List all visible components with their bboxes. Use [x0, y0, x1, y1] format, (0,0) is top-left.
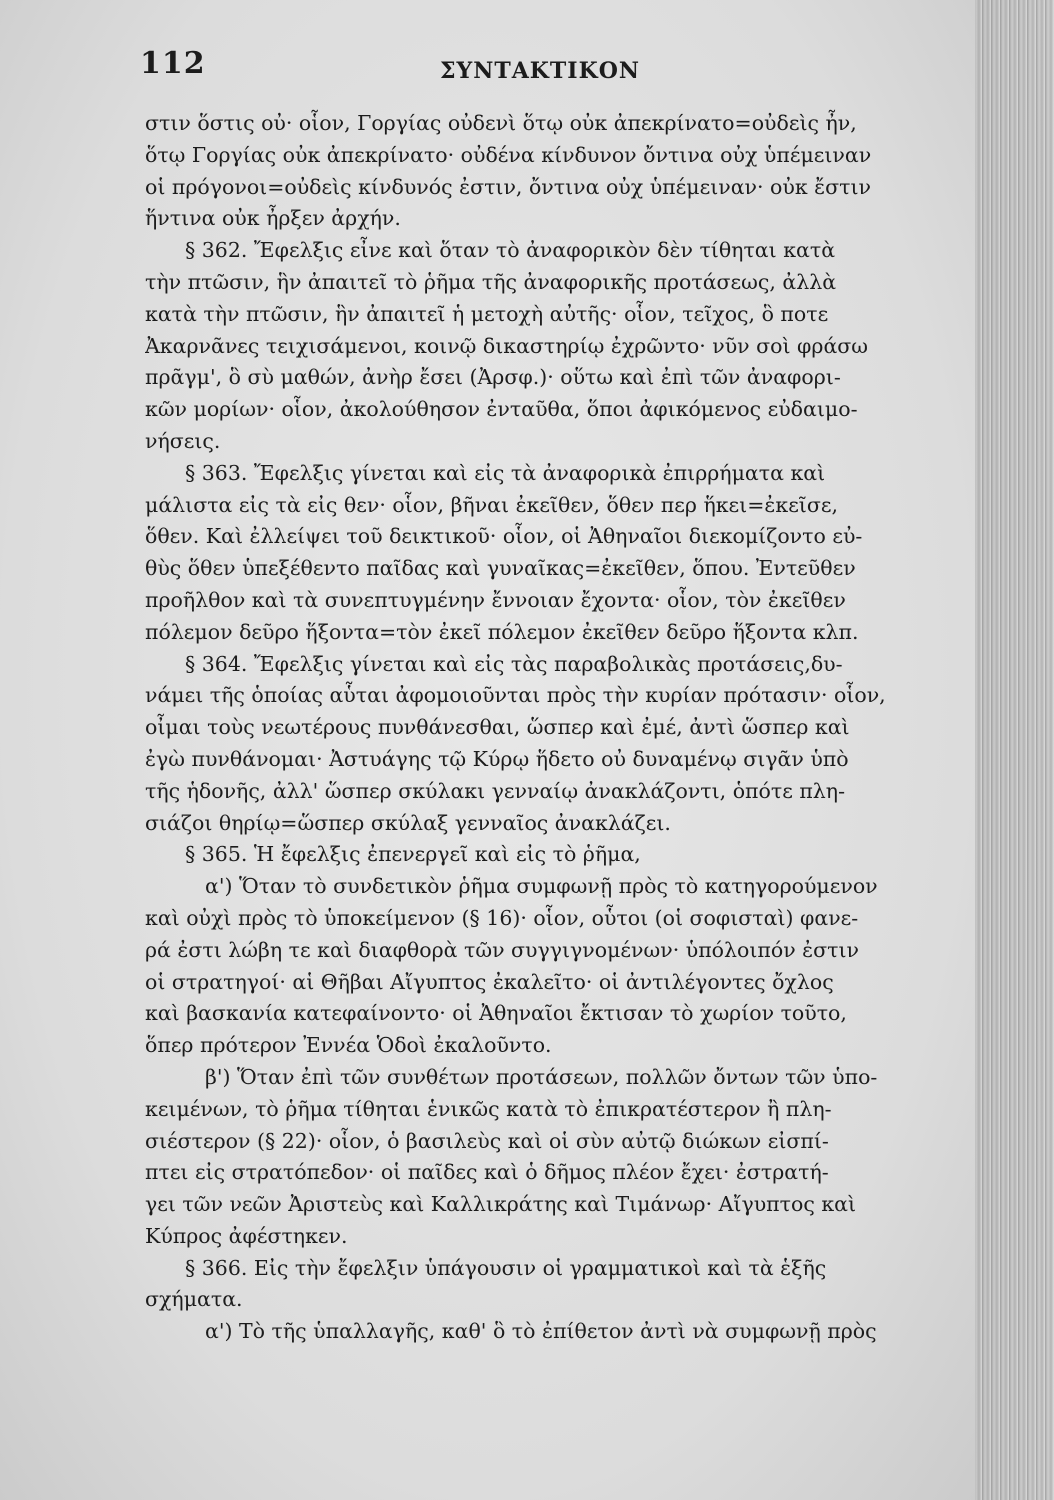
text-line: ἥντινα οὐκ ἦρξεν ἀρχήν. [145, 206, 401, 231]
text-line: τῆς ἡδονῆς, ἀλλ' ὥσπερ σκύλακι γενναίῳ ἀνακλάζοντι, ὁπότε πλη- [145, 778, 846, 803]
subsection-a: α') Ὅταν τὸ συνδετικὸν ῥῆμα συμφωνῇ πρὸς τὸ κατηγορούμενον [205, 874, 878, 899]
section-heading-364: § 364. Ἔφελξις γίνεται καὶ εἰς τὰς παραβολικὰς προτάσεις,δυ- [185, 651, 843, 676]
text-line: σχήματα. [145, 1287, 243, 1312]
text-line: καὶ βασκανία κατεφαίνοντο· οἱ Ἀθηναῖοι ἔκτισαν τὸ χωρίον τοῦτο, [145, 1001, 847, 1026]
page-number: 112 [140, 46, 206, 81]
section-heading-366: § 366. Εἰς τὴν ἔφελξιν ὑπάγουσιν οἱ γραμματικοὶ καὶ τὰ ἑξῆς [185, 1255, 827, 1280]
text-line: κῶν μορίων· οἷον, ἀκολούθησον ἐνταῦθα, ὅποι ἀφικόμενος εὐδαιμο- [145, 397, 858, 422]
section-heading-363: § 363. Ἔφελξις γίνεται καὶ εἰς τὰ ἀναφορικὰ ἐπιρρήματα καὶ [185, 460, 826, 485]
running-title: ΣΥΝΤΑΚΤΙΚΟΝ [440, 58, 640, 84]
subsection-a-366: α') Τὸ τῆς ὑπαλλαγῆς, καθ' ὃ τὸ ἐπίθετον ἀντὶ νὰ συμφωνῇ πρὸς [205, 1319, 877, 1344]
subsection-b: β') Ὅταν ἐπὶ τῶν συνθέτων προτάσεων, πολλῶν ὄντων τῶν ὑπο- [205, 1064, 878, 1089]
text-line: σιέστερον (§ 22)· οἷον, ὁ βασιλεὺς καὶ οἱ σὺν αὐτῷ διώκων εἰσπί- [145, 1128, 829, 1153]
text-line: θὺς ὅθεν ὑπεξέθεντο παῖδας καὶ γυναῖκας=ἐκεῖθεν, ὅπου. Ἐντεῦθεν [145, 556, 856, 581]
text-line: οἱ πρόγονοι=οὐδεὶς κίνδυνός ἐστιν, ὄντινα οὐχ ὑπέμειναν· οὐκ ἔστιν [145, 174, 872, 199]
body-text [145, 108, 940, 1348]
text-line: στιν ὅστις οὐ· οἷον, Γοργίας οὐδενὶ ὅτῳ οὐκ ἀπεκρίνατο=οὐδεὶς ἦν, [145, 111, 857, 135]
text-line: σιάζοι θηρίῳ=ὥσπερ σκύλαξ γενναῖος ἀνακλάζει. [145, 810, 671, 835]
text-line: πτει εἰς στρατόπεδον· οἱ παῖδες καὶ ὁ δῆμος πλέον ἔχει· ἐστρατή- [145, 1160, 829, 1185]
text-line: οἱ στρατηγοί· αἱ Θῆβαι Αἴγυπτος ἐκαλεῖτο· οἱ ἀντιλέγοντες ὄχλος [145, 969, 834, 994]
text-line: Ἀκαρνᾶνες τειχισάμενοι, κοινῷ δικαστηρίῳ ἐχρῶντο· νῦν σοὶ φράσω [145, 333, 868, 358]
text-line: κειμένων, τὸ ῥῆμα τίθηται ἑνικῶς κατὰ τὸ ἐπικρατέστερον ἢ πλη- [145, 1096, 832, 1121]
text-line: ὅτῳ Γοργίας οὐκ ἀπεκρίνατο· οὐδένα κίνδυνον ὄντινα οὐχ ὑπέμειναν [145, 142, 872, 167]
text-line: νήσεις. [145, 428, 221, 453]
text-line: οἶμαι τοὺς νεωτέρους πυνθάνεσθαι, ὥσπερ καὶ ἐμέ, ἀντὶ ὥσπερ καὶ [145, 715, 850, 740]
text-line: πρᾶγμ', ὃ σὺ μαθών, ἀνὴρ ἔσει (Ἀρσφ.)· οὕτω καὶ ἐπὶ τῶν ἀναφορι- [145, 365, 841, 390]
page-header [140, 40, 975, 90]
text-line: ὅπερ πρότερον Ἐννέα Ὁδοὶ ἐκαλοῦντο. [145, 1033, 552, 1058]
text-line: πόλεμον δεῦρο ἥξοντα=τὸν ἐκεῖ πόλεμον ἐκεῖθεν δεῦρο ἥξοντα κλπ. [145, 619, 859, 644]
text-line: ρά ἐστι λώβη τε καὶ διαφθορὰ τῶν συγγιγνομένων· ὑπόλοιπόν ἐστιν [145, 937, 860, 962]
section-heading-365: § 365. Ἡ ἔφελξις ἐπενεργεῖ καὶ εἰς τὸ ῥῆμα, [185, 842, 641, 867]
text-line: ὅθεν. Καὶ ἐλλείψει τοῦ δεικτικοῦ· οἷον, οἱ Ἀθηναῖοι διεκομίζοντο εὐ- [145, 524, 863, 549]
text-line: κατὰ τὴν πτῶσιν, ἣν ἀπαιτεῖ ἡ μετοχὴ αὐτῆς· οἷον, τεῖχος, ὃ ποτε [145, 301, 829, 326]
text-line: τὴν πτῶσιν, ἣν ἀπαιτεῖ τὸ ῥῆμα τῆς ἀναφορικῆς προτάσεως, ἀλλὰ [145, 269, 837, 294]
text-line: καὶ οὐχὶ πρὸς τὸ ὑποκείμενον (§ 16)· οἷον, οὗτοι (οἱ σοφισταὶ) φανε- [145, 905, 859, 930]
text-line: νάμει τῆς ὁποίας αὗται ἀφομοιοῦνται πρὸς τὴν κυρίαν πρότασιν· οἷον, [145, 683, 886, 708]
text-line: Κύπρος ἀφέστηκεν. [145, 1223, 348, 1248]
text-line: προῆλθον καὶ τὰ συνεπτυγμένην ἔννοιαν ἔχοντα· οἷον, τὸν ἐκεῖθεν [145, 587, 846, 612]
text-line: μάλιστα εἰς τὰ εἰς θεν· οἷον, βῆναι ἐκεῖθεν, ὅθεν περ ἥκει=ἐκεῖσε, [145, 492, 838, 517]
book-page-edges [964, 0, 1054, 1500]
section-heading-362: § 362. Ἔφελξις εἶνε καὶ ὅταν τὸ ἀναφορικὸν δὲν τίθηται κατὰ [185, 238, 836, 263]
text-line: ἐγὼ πυνθάνομαι· Ἀστυάγης τῷ Κύρῳ ἥδετο οὐ δυναμένῳ σιγᾶν ὑπὸ [145, 746, 849, 771]
text-line: γει τῶν νεῶν Ἀριστεὺς καὶ Καλλικράτης καὶ Τιμάνωρ· Αἴγυπτος καὶ [145, 1192, 857, 1217]
